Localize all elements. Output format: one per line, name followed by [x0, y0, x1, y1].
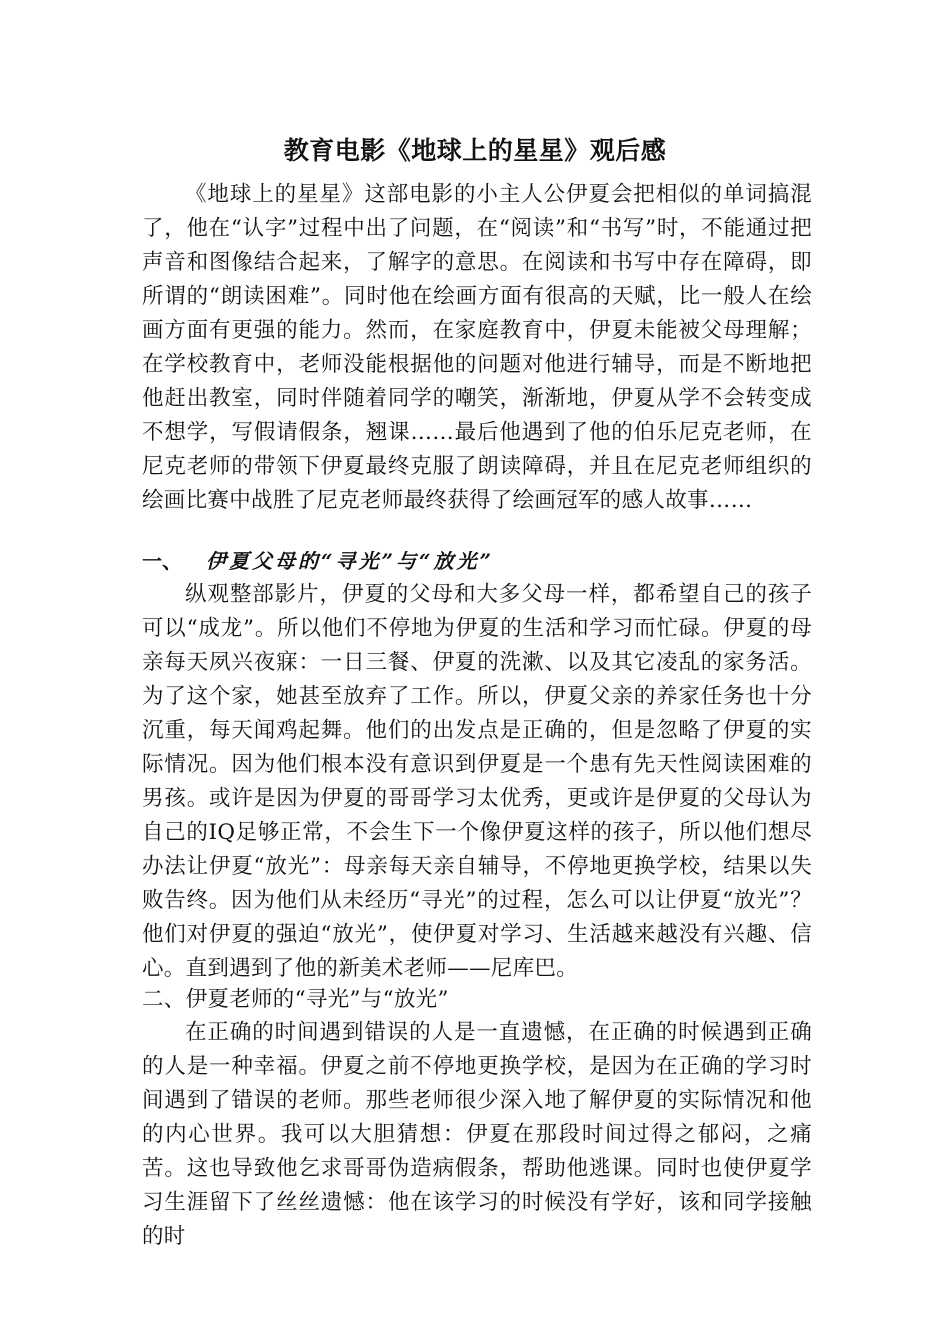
section-heading-1-number: 一、 [142, 549, 182, 573]
paragraph-parents-text: 纵观整部影片，伊夏的父母和大多父母一样，都希望自己的孩子可以“成龙”。所以他们不停地为伊夏的生活和学习而忙碌。伊夏的母亲每天夙兴夜寐：一日三餐、伊夏的洗漱、以及其它凌乱的家务活。为了这个家，她甚至放弃了工作。所以，伊夏父亲的养家任务也十分沉重，每天闻鸡起舞。他们的出发点是正确的，但是忽略了伊夏的实际情况。因为他们根本没有意识到伊夏是一个患有先天性阅读困难的男孩。或许是因为伊夏的哥哥学习太优秀，更或许是伊夏的父母认为自己的IQ足够正常，不会生下一个像伊夏这样的孩子，所以他们想尽办法让伊夏“放光”：母亲每天亲自辅导，不停地更换学校，结果以失败告终。因为他们从未经历“寻光”的过程，怎么可以让伊夏“放光”？他们对伊夏的强迫“放光”，使伊夏对学习、生活越来越没有兴趣、信心。直到遇到了他的新美术老师——尼库巴。 [142, 582, 812, 981]
paragraph-parents [142, 578, 812, 986]
paragraph-teachers-text: 在正确的时间遇到错误的人是一直遗憾，在正确的时候遇到正确的人是一种幸福。伊夏之前不停地更换学校，是因为在正确的学习时间遇到了错误的老师。那些老师很少深入地了解伊夏的实际情况和他的内心世界。我可以大胆猜想：伊夏在那段时间过得之郁闷，之痛苦。这也导致他乞求哥哥伪造病假条，帮助他逃课。同时也使伊夏学习生涯留下了丝丝遗憾：他在该学习的时候没有学好，该和同学接触的时 [142, 1020, 812, 1249]
section-heading-2: 二、伊夏老师的“寻光”与“放光” [142, 987, 449, 1012]
document-title: 教育电影《地球上的星星》观后感 [283, 136, 667, 165]
paragraph-intro-text: 《地球上的星星》这部电影的小主人公伊夏会把相似的单词搞混了，他在“认字”过程中出了问题，在“阅读”和“书写”时，不能通过把声音和图像结合起来，了解字的意思。在阅读和书写中存在障碍，即所谓的“朗读困难”。同时他在绘画方面有很高的天赋，比一般人在绘画方面有更强的能力。然而，在家庭教育中，伊夏未能被父母理解；在学校教育中，老师没能根据他的问题对他进行辅导，而是不断地把他赶出教室，同时伴随着同学的嘲笑，渐渐地，伊夏从学不会转变成不想学，写假请假条，翘课……最后他遇到了他的伯乐尼克老师，在尼克老师的带领下伊夏最终克服了朗读障碍，并且在尼克老师组织的绘画比赛中战胜了尼克老师最终获得了绘画冠军的感人故事…… [142, 182, 812, 513]
paragraph-teachers [142, 1016, 812, 1254]
section-heading-1-text: 伊夏父母的“寻光”与“放光” [206, 549, 495, 573]
paragraph-intro [142, 178, 812, 518]
section-heading-1 [142, 546, 494, 576]
